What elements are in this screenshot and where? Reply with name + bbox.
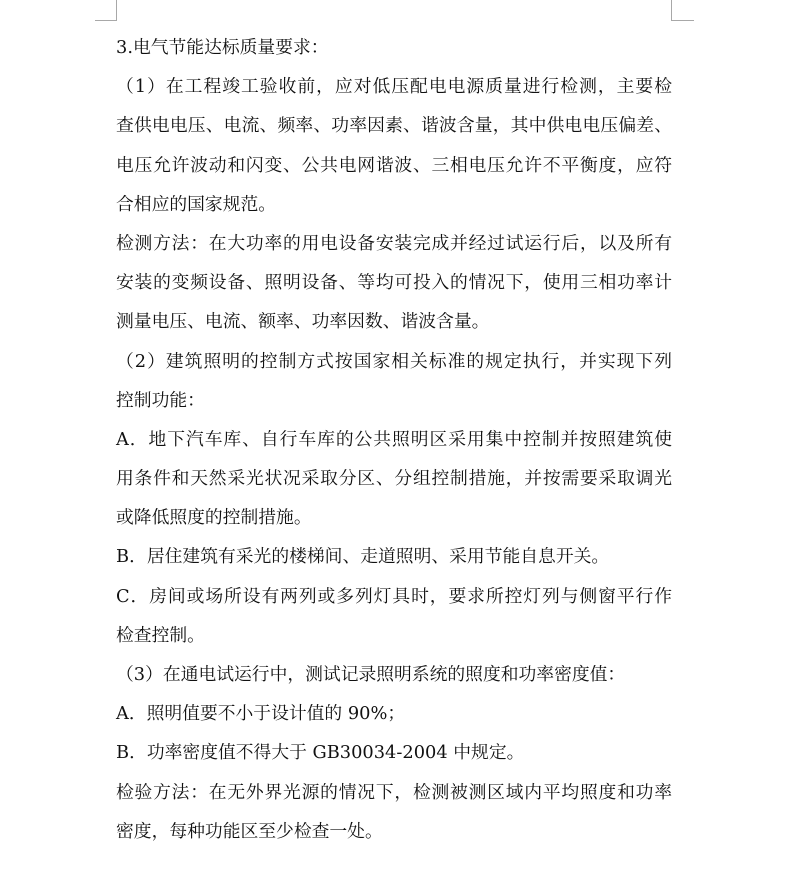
- text-line: 检测方法：在大功率的用电设备安装完成并经过试运行后，以及所有: [116, 232, 672, 254]
- text-line: 3.电气节能达标质量要求：: [116, 37, 329, 58]
- text-line: 密度，每种功能区至少检查一处。: [116, 820, 383, 842]
- text-line: 检查控制。: [116, 624, 205, 646]
- text-line: 用条件和天然采光状况采取分区、分组控制措施，并按需要采取调光: [116, 468, 672, 490]
- text-line: 查供电电压、电流、频率、功率因素、谐波含量，其中供电电压偏差、: [116, 115, 672, 137]
- document-body: [116, 28, 672, 851]
- text-line: 检验方法：在无外界光源的情况下，检测被测区域内平均照度和功率: [116, 781, 672, 803]
- text-line: 电压允许波动和闪变、公共电网谐波、三相电压允许不平衡度，应符: [116, 154, 672, 176]
- crop-mark-top-left: [95, 0, 117, 21]
- text-line: C．房间或场所设有两列或多列灯具时，要求所控灯列与侧窗平行作: [116, 585, 672, 607]
- text-line: B．居住建筑有采光的楼梯间、走道照明、采用节能自息开关。: [116, 546, 610, 568]
- text-line: A．照明值要不小于设计值的 90%；: [116, 703, 406, 725]
- text-line: （1）在工程竣工验收前，应对低压配电电源质量进行检测，主要检: [116, 76, 672, 98]
- text-line: B．功率密度值不得大于 GB30034-2004 中规定。: [116, 742, 525, 764]
- text-line: A．地下汽车库、自行车库的公共照明区采用集中控制并按照建筑使: [116, 428, 672, 450]
- text-line: 测量电压、电流、额率、功率因数、谐波含量。: [116, 311, 490, 333]
- text-line: 合相应的国家规范。: [116, 193, 277, 215]
- text-line: 安装的变频设备、照明设备、等均可投入的情况下，使用三相功率计: [116, 272, 672, 294]
- text-line: 控制功能：: [116, 389, 205, 411]
- text-line: 或降低照度的控制措施。: [116, 507, 312, 529]
- crop-mark-top-right: [671, 0, 694, 21]
- text-line: （3）在通电试运行中，测试记录照明系统的照度和功率密度值：: [116, 664, 626, 685]
- text-line: （2）建筑照明的控制方式按国家相关标准的规定执行，并实现下列: [116, 350, 672, 372]
